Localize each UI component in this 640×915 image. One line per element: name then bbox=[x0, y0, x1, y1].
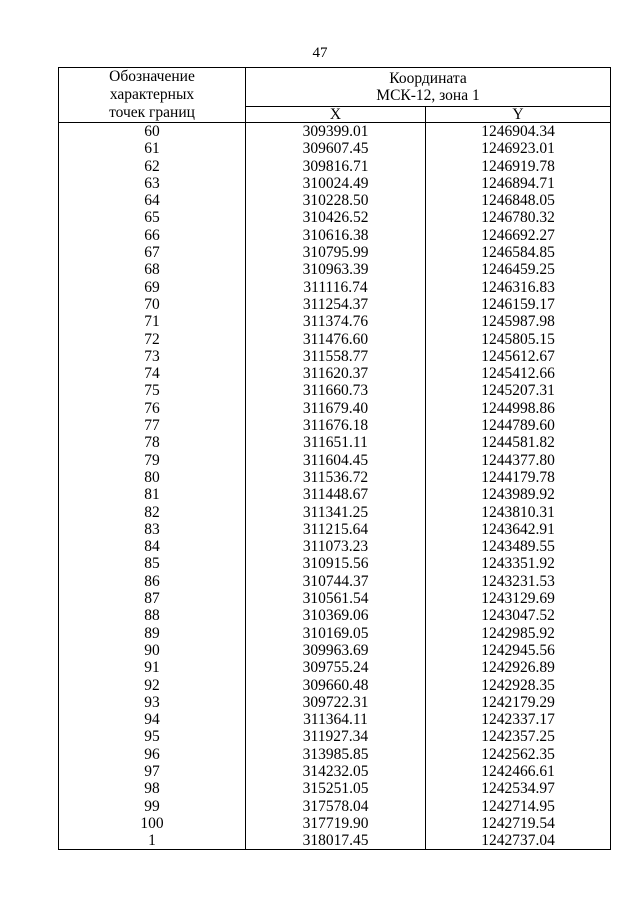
cell-y: 1246923.01 bbox=[426, 140, 611, 157]
cell-y: 1242562.35 bbox=[426, 746, 611, 763]
cell-y: 1246459.25 bbox=[426, 261, 611, 278]
cell-point-number: 1 bbox=[59, 832, 246, 850]
cell-point-number: 80 bbox=[59, 469, 246, 486]
table-row bbox=[59, 573, 611, 590]
cell-point-number: 88 bbox=[59, 607, 246, 624]
cell-y: 1243231.53 bbox=[426, 573, 611, 590]
cell-x: 311374.76 bbox=[246, 313, 426, 330]
table-row bbox=[59, 521, 611, 538]
cell-point-number: 79 bbox=[59, 452, 246, 469]
cell-x: 317578.04 bbox=[246, 798, 426, 815]
table-row bbox=[59, 348, 611, 365]
cell-point-number: 90 bbox=[59, 642, 246, 659]
cell-y: 1246584.85 bbox=[426, 244, 611, 261]
header-y: Y bbox=[426, 107, 611, 123]
cell-y: 1244377.80 bbox=[426, 452, 611, 469]
cell-point-number: 75 bbox=[59, 382, 246, 399]
cell-y: 1242534.97 bbox=[426, 780, 611, 797]
cell-point-number: 94 bbox=[59, 711, 246, 728]
cell-y: 1242714.95 bbox=[426, 798, 611, 815]
cell-x: 310915.56 bbox=[246, 555, 426, 572]
cell-x: 310169.05 bbox=[246, 625, 426, 642]
cell-y: 1242926.89 bbox=[426, 659, 611, 676]
cell-y: 1246919.78 bbox=[426, 158, 611, 175]
cell-y: 1245207.31 bbox=[426, 382, 611, 399]
cell-y: 1242466.61 bbox=[426, 763, 611, 780]
cell-x: 310963.39 bbox=[246, 261, 426, 278]
cell-x: 310561.54 bbox=[246, 590, 426, 607]
table-row bbox=[59, 555, 611, 572]
cell-point-number: 64 bbox=[59, 192, 246, 209]
cell-x: 314232.05 bbox=[246, 763, 426, 780]
cell-x: 309660.48 bbox=[246, 677, 426, 694]
cell-y: 1246894.71 bbox=[426, 175, 611, 192]
table-row bbox=[59, 227, 611, 244]
table-row bbox=[59, 123, 611, 141]
cell-point-number: 93 bbox=[59, 694, 246, 711]
table-header bbox=[59, 68, 611, 123]
cell-x: 311116.74 bbox=[246, 279, 426, 296]
table-row bbox=[59, 590, 611, 607]
header-coordinate bbox=[246, 68, 611, 107]
cell-point-number: 97 bbox=[59, 763, 246, 780]
cell-y: 1246692.27 bbox=[426, 227, 611, 244]
table-row bbox=[59, 331, 611, 348]
cell-x: 311927.34 bbox=[246, 728, 426, 745]
table-row bbox=[59, 434, 611, 451]
cell-x: 309816.71 bbox=[246, 158, 426, 175]
cell-point-number: 73 bbox=[59, 348, 246, 365]
cell-point-number: 68 bbox=[59, 261, 246, 278]
cell-point-number: 61 bbox=[59, 140, 246, 157]
cell-x: 311558.77 bbox=[246, 348, 426, 365]
cell-y: 1244581.82 bbox=[426, 434, 611, 451]
cell-point-number: 60 bbox=[59, 123, 246, 141]
cell-point-number: 84 bbox=[59, 538, 246, 555]
cell-y: 1242179.29 bbox=[426, 694, 611, 711]
table-row bbox=[59, 728, 611, 745]
cell-point-number: 85 bbox=[59, 555, 246, 572]
cell-point-number: 72 bbox=[59, 331, 246, 348]
table-row bbox=[59, 279, 611, 296]
cell-x: 310616.38 bbox=[246, 227, 426, 244]
cell-x: 309722.31 bbox=[246, 694, 426, 711]
table-row bbox=[59, 469, 611, 486]
cell-y: 1242737.04 bbox=[426, 832, 611, 850]
cell-x: 309399.01 bbox=[246, 123, 426, 141]
table-body bbox=[59, 123, 611, 850]
header-point-designation bbox=[59, 68, 246, 123]
cell-point-number: 66 bbox=[59, 227, 246, 244]
cell-x: 311215.64 bbox=[246, 521, 426, 538]
table-row bbox=[59, 486, 611, 503]
cell-point-number: 89 bbox=[59, 625, 246, 642]
cell-y: 1243642.91 bbox=[426, 521, 611, 538]
cell-point-number: 81 bbox=[59, 486, 246, 503]
cell-y: 1242928.35 bbox=[426, 677, 611, 694]
table-row bbox=[59, 746, 611, 763]
header-point-line: точек границ bbox=[109, 104, 195, 121]
table-row bbox=[59, 625, 611, 642]
cell-point-number: 65 bbox=[59, 209, 246, 226]
table-row bbox=[59, 452, 611, 469]
cell-point-number: 87 bbox=[59, 590, 246, 607]
cell-point-number: 98 bbox=[59, 780, 246, 797]
cell-y: 1243989.92 bbox=[426, 486, 611, 503]
cell-point-number: 86 bbox=[59, 573, 246, 590]
cell-x: 310369.06 bbox=[246, 607, 426, 624]
cell-y: 1246316.83 bbox=[426, 279, 611, 296]
table-row bbox=[59, 642, 611, 659]
cell-point-number: 62 bbox=[59, 158, 246, 175]
table-row bbox=[59, 244, 611, 261]
cell-point-number: 70 bbox=[59, 296, 246, 313]
cell-point-number: 99 bbox=[59, 798, 246, 815]
cell-y: 1244998.86 bbox=[426, 400, 611, 417]
cell-y: 1244179.78 bbox=[426, 469, 611, 486]
cell-point-number: 83 bbox=[59, 521, 246, 538]
cell-x: 318017.45 bbox=[246, 832, 426, 850]
cell-point-number: 96 bbox=[59, 746, 246, 763]
table-row bbox=[59, 365, 611, 382]
cell-y: 1242945.56 bbox=[426, 642, 611, 659]
table-row bbox=[59, 798, 611, 815]
cell-x: 311604.45 bbox=[246, 452, 426, 469]
table-row bbox=[59, 192, 611, 209]
cell-y: 1246159.17 bbox=[426, 296, 611, 313]
header-point-line: Обозначение bbox=[109, 68, 195, 85]
cell-point-number: 63 bbox=[59, 175, 246, 192]
table-row bbox=[59, 677, 611, 694]
cell-y: 1242985.92 bbox=[426, 625, 611, 642]
cell-y: 1243810.31 bbox=[426, 504, 611, 521]
table-row bbox=[59, 382, 611, 399]
cell-point-number: 74 bbox=[59, 365, 246, 382]
table-row bbox=[59, 209, 611, 226]
cell-x: 311536.72 bbox=[246, 469, 426, 486]
table-row bbox=[59, 261, 611, 278]
cell-x: 313985.85 bbox=[246, 746, 426, 763]
table-row bbox=[59, 694, 611, 711]
table-row bbox=[59, 175, 611, 192]
table-row bbox=[59, 832, 611, 850]
cell-y: 1246904.34 bbox=[426, 123, 611, 141]
cell-x: 310744.37 bbox=[246, 573, 426, 590]
cell-y: 1246780.32 bbox=[426, 209, 611, 226]
cell-point-number: 76 bbox=[59, 400, 246, 417]
table-row bbox=[59, 659, 611, 676]
table-row bbox=[59, 140, 611, 157]
cell-y: 1243489.55 bbox=[426, 538, 611, 555]
cell-x: 309607.45 bbox=[246, 140, 426, 157]
cell-x: 310024.49 bbox=[246, 175, 426, 192]
cell-point-number: 69 bbox=[59, 279, 246, 296]
cell-y: 1243351.92 bbox=[426, 555, 611, 572]
cell-y: 1245987.98 bbox=[426, 313, 611, 330]
cell-point-number: 100 bbox=[59, 815, 246, 832]
cell-y: 1245412.66 bbox=[426, 365, 611, 382]
table-row bbox=[59, 296, 611, 313]
cell-x: 311651.11 bbox=[246, 434, 426, 451]
table-row bbox=[59, 400, 611, 417]
cell-y: 1245805.15 bbox=[426, 331, 611, 348]
cell-x: 309755.24 bbox=[246, 659, 426, 676]
table-row bbox=[59, 607, 611, 624]
cell-x: 311254.37 bbox=[246, 296, 426, 313]
cell-x: 311476.60 bbox=[246, 331, 426, 348]
cell-x: 315251.05 bbox=[246, 780, 426, 797]
cell-point-number: 67 bbox=[59, 244, 246, 261]
cell-x: 311341.25 bbox=[246, 504, 426, 521]
cell-y: 1245612.67 bbox=[426, 348, 611, 365]
cell-y: 1244789.60 bbox=[426, 417, 611, 434]
cell-point-number: 77 bbox=[59, 417, 246, 434]
coordinates-table bbox=[58, 67, 611, 850]
table-row bbox=[59, 538, 611, 555]
cell-y: 1246848.05 bbox=[426, 192, 611, 209]
cell-x: 311073.23 bbox=[246, 538, 426, 555]
table-row bbox=[59, 780, 611, 797]
cell-point-number: 82 bbox=[59, 504, 246, 521]
cell-x: 317719.90 bbox=[246, 815, 426, 832]
cell-point-number: 91 bbox=[59, 659, 246, 676]
cell-y: 1242357.25 bbox=[426, 728, 611, 745]
cell-x: 311448.67 bbox=[246, 486, 426, 503]
cell-x: 311364.11 bbox=[246, 711, 426, 728]
cell-y: 1243129.69 bbox=[426, 590, 611, 607]
cell-x: 311676.18 bbox=[246, 417, 426, 434]
cell-x: 311660.73 bbox=[246, 382, 426, 399]
cell-x: 309963.69 bbox=[246, 642, 426, 659]
cell-x: 311620.37 bbox=[246, 365, 426, 382]
table-row bbox=[59, 313, 611, 330]
cell-y: 1242337.17 bbox=[426, 711, 611, 728]
table-row bbox=[59, 711, 611, 728]
cell-point-number: 95 bbox=[59, 728, 246, 745]
cell-point-number: 78 bbox=[59, 434, 246, 451]
table-row bbox=[59, 815, 611, 832]
cell-x: 310795.99 bbox=[246, 244, 426, 261]
header-point-line: характерных bbox=[109, 86, 195, 103]
header-coordinate-line: МСК-12, зона 1 bbox=[376, 87, 480, 105]
table-row bbox=[59, 504, 611, 521]
cell-x: 310228.50 bbox=[246, 192, 426, 209]
cell-point-number: 92 bbox=[59, 677, 246, 694]
table-row bbox=[59, 158, 611, 175]
cell-x: 311679.40 bbox=[246, 400, 426, 417]
cell-point-number: 71 bbox=[59, 313, 246, 330]
cell-y: 1243047.52 bbox=[426, 607, 611, 624]
header-x: X bbox=[246, 107, 426, 123]
table-row bbox=[59, 417, 611, 434]
table-row bbox=[59, 763, 611, 780]
cell-y: 1242719.54 bbox=[426, 815, 611, 832]
cell-x: 310426.52 bbox=[246, 209, 426, 226]
header-coordinate-line: Координата bbox=[389, 70, 467, 88]
page-number: 47 bbox=[312, 45, 328, 61]
